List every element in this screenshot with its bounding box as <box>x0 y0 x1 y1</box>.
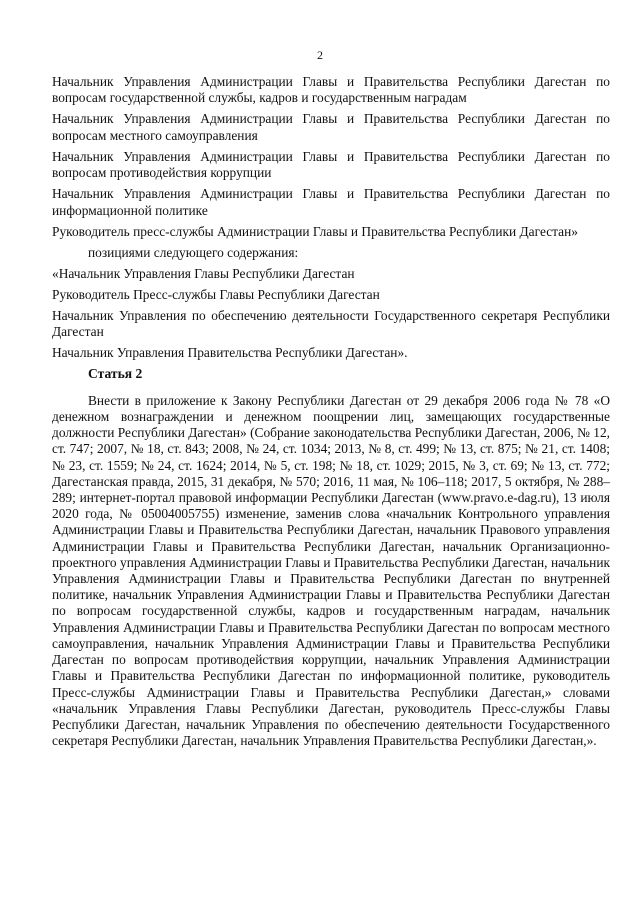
old-position-entry: Руководитель пресс-службы Администрации Главы и Правительства Республики Дагестан» <box>52 223 578 239</box>
new-position-entry: Начальник Управления Правительства Республики Дагестан». <box>52 345 408 361</box>
document-content <box>52 74 610 749</box>
new-position-entry: Начальник Управления по обеспечению деятельности Государственного секретаря Республики Дагестан <box>52 308 610 340</box>
old-position-entry: Начальник Управления Администрации Главы и Правительства Республики Дагестан по вопросам местного самоуправления <box>52 111 610 143</box>
article-body: Внести в приложение к Закону Республики Дагестан от 29 декабря 2006 года № 78 «О денежном вознаграждении и денежном поощрении лиц, замещающих государственные должности Республики Дагестан» (Собрание законодательства Республики Дагестан, 2006, № 12, ст. 747; 2007, № 18, ст. 843; 2008, № 24, ст. 1034; 2013, № 8, ст. 499; № 13, ст. 875; № 21, ст. 1408; № 23, ст. 1559; № 24, ст. 1624; 2014, № 5, ст. 198; № 18, ст. 1029; 2015, № 3, ст. 69; № 13, ст. 772; Дагестанская правда, 2015, 31 декабря, № 570; 2016, 11 мая, № 106–118; 2017, 5 октября, № 288–289; интернет-портал правовой информации Республики Дагестан (www.pravo.e-dag.ru), 13 июля 2020 года, № 05004005755) изменение, заменив слова «начальник Контрольного управления Администрации Главы и Правительства Республики Дагестан, начальник Правового управления Администрации Главы и Правительства Республики Дагестан, начальник Организационно-проектного управления Администрации Главы и Правительства Республики Дагестан, начальник Управления Администрации Главы и Правительства Республики Дагестан по внутренней политике, начальник Управления Администрации Главы и Правительства Республики Дагестан по вопросам государственной службы, кадров и государственным наградам, начальник Управления Администрации Главы и Правительства Республики Дагестан по вопросам местного самоуправления, начальник Управления Администрации Главы и Правительства Республики Дагестан по вопросам противодействия коррупции, начальник Управления Администрации Главы и Правительства Республики Дагестан по информационной политике, руководитель Пресс-службы Администрации Главы и Правительства Республики Дагестан,» словами «начальник Управления Главы Республики Дагестан, руководитель Пресс-службы Главы Республики Дагестан, начальник Управления по обеспечению деятельности Государственного секретаря Республики Дагестан, начальник Управления Правительства Республики Дагестан,». <box>52 392 610 749</box>
new-position-entry: Руководитель Пресс-службы Главы Республики Дагестан <box>52 287 380 303</box>
new-position-entry: «Начальник Управления Главы Республики Дагестан <box>52 266 355 282</box>
old-position-entry: Начальник Управления Администрации Главы и Правительства Республики Дагестан по вопросам противодействия коррупции <box>52 148 610 181</box>
old-position-entry: Начальник Управления Администрации Главы и Правительства Республики Дагестан по информационной политике <box>52 186 610 218</box>
article-title: Статья 2 <box>88 366 143 382</box>
page-number: 2 <box>317 48 323 62</box>
old-position-entry: Начальник Управления Администрации Главы и Правительства Республики Дагестан по вопросам государственной службы, кадров и государственным наградам <box>52 74 610 106</box>
intro-text: позициями следующего содержания: <box>88 244 299 260</box>
